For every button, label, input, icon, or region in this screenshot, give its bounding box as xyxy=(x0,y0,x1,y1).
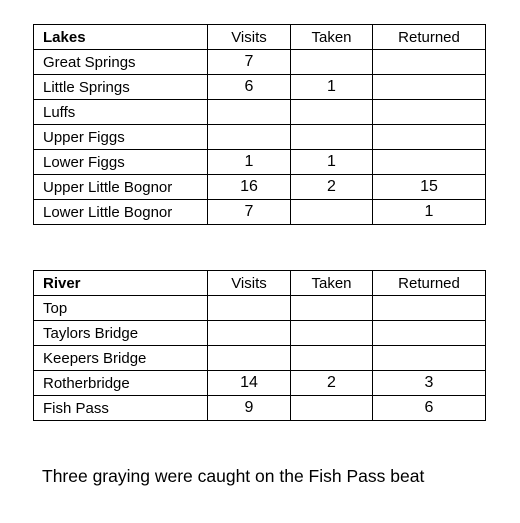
value-cell xyxy=(373,346,486,371)
value-cell xyxy=(208,346,291,371)
value-cell: 1 xyxy=(291,75,373,100)
value-cell: 7 xyxy=(208,200,291,225)
table-row xyxy=(34,100,486,125)
value-cell: 6 xyxy=(373,396,486,421)
value-cell xyxy=(208,100,291,125)
value-cell xyxy=(208,296,291,321)
value-cell: 3 xyxy=(373,371,486,396)
value-cell xyxy=(373,75,486,100)
column-header: Returned xyxy=(373,271,486,296)
location-name-cell: Top xyxy=(34,296,208,321)
table-row xyxy=(34,200,486,225)
table-header-row xyxy=(34,271,486,296)
value-cell: 7 xyxy=(208,50,291,75)
river-table xyxy=(33,270,486,421)
value-cell xyxy=(291,200,373,225)
column-header: Taken xyxy=(291,271,373,296)
value-cell xyxy=(291,346,373,371)
value-cell xyxy=(291,396,373,421)
value-cell xyxy=(373,321,486,346)
table-row xyxy=(34,175,486,200)
fish-pass-note: Three graying were caught on the Fish Pass beat xyxy=(42,466,425,486)
value-cell xyxy=(291,321,373,346)
value-cell xyxy=(208,321,291,346)
value-cell xyxy=(208,125,291,150)
table-row xyxy=(34,371,486,396)
column-header: Visits xyxy=(208,25,291,50)
table-header-row xyxy=(34,25,486,50)
value-cell: 16 xyxy=(208,175,291,200)
table-row xyxy=(34,150,486,175)
value-cell: 6 xyxy=(208,75,291,100)
table-row xyxy=(34,321,486,346)
location-name-cell: Fish Pass xyxy=(34,396,208,421)
table-section-header: River xyxy=(34,271,208,296)
table-row xyxy=(34,296,486,321)
location-name-cell: Great Springs xyxy=(34,50,208,75)
value-cell: 14 xyxy=(208,371,291,396)
table-row xyxy=(34,125,486,150)
value-cell xyxy=(291,50,373,75)
location-name-cell: Upper Figgs xyxy=(34,125,208,150)
value-cell xyxy=(291,100,373,125)
location-name-cell: Upper Little Bognor xyxy=(34,175,208,200)
location-name-cell: Luffs xyxy=(34,100,208,125)
lakes-table xyxy=(33,24,486,225)
value-cell: 1 xyxy=(373,200,486,225)
value-cell: 1 xyxy=(291,150,373,175)
table-row xyxy=(34,396,486,421)
value-cell: 15 xyxy=(373,175,486,200)
location-name-cell: Little Springs xyxy=(34,75,208,100)
value-cell xyxy=(373,50,486,75)
location-name-cell: Rotherbridge xyxy=(34,371,208,396)
column-header: Taken xyxy=(291,25,373,50)
value-cell xyxy=(373,150,486,175)
column-header: Visits xyxy=(208,271,291,296)
value-cell xyxy=(291,125,373,150)
table-section-header: Lakes xyxy=(34,25,208,50)
value-cell: 9 xyxy=(208,396,291,421)
value-cell: 2 xyxy=(291,371,373,396)
value-cell xyxy=(373,296,486,321)
value-cell: 2 xyxy=(291,175,373,200)
value-cell xyxy=(291,296,373,321)
table-row xyxy=(34,75,486,100)
table-row xyxy=(34,346,486,371)
value-cell xyxy=(373,100,486,125)
location-name-cell: Taylors Bridge xyxy=(34,321,208,346)
table-row xyxy=(34,50,486,75)
value-cell: 1 xyxy=(208,150,291,175)
location-name-cell: Lower Little Bognor xyxy=(34,200,208,225)
location-name-cell: Keepers Bridge xyxy=(34,346,208,371)
column-header: Returned xyxy=(373,25,486,50)
location-name-cell: Lower Figgs xyxy=(34,150,208,175)
value-cell xyxy=(373,125,486,150)
